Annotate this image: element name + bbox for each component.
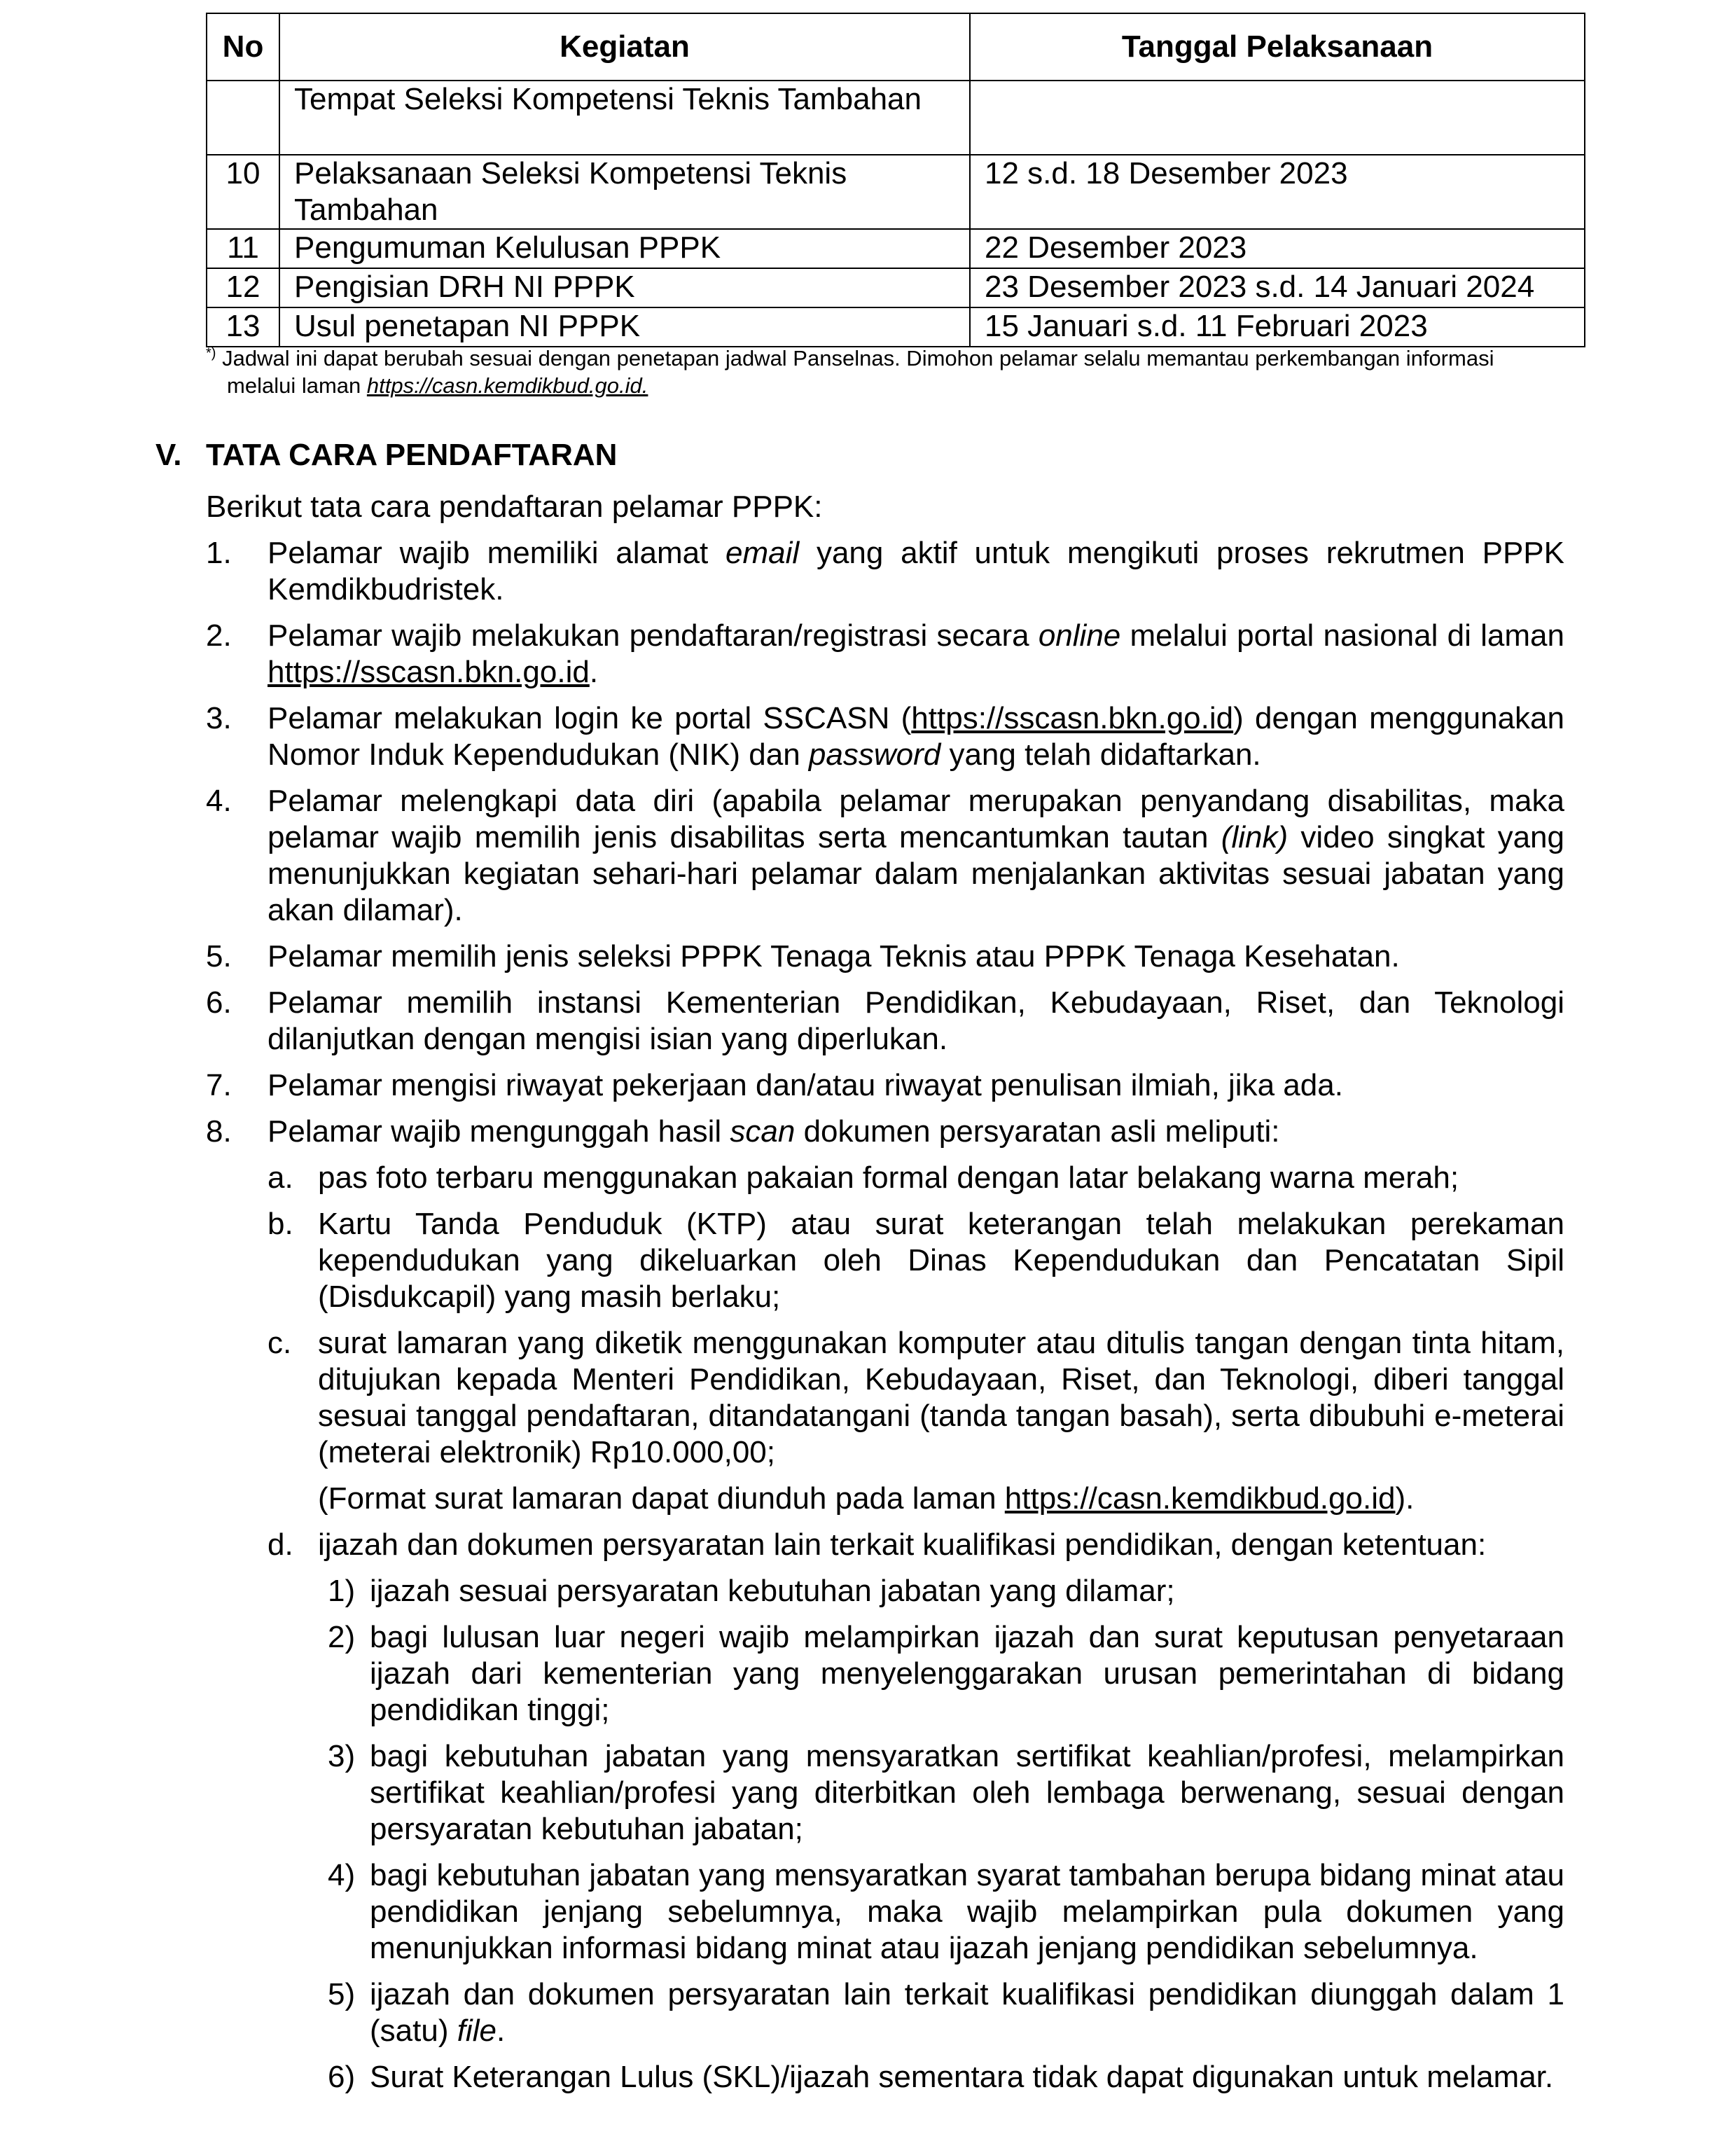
- item-number: 7.: [206, 1068, 232, 1102]
- sub-number: c.: [268, 1326, 292, 1360]
- nested-text: [370, 1976, 1564, 2049]
- italic-run: scan: [730, 1114, 796, 1149]
- table-row: [207, 81, 1585, 155]
- section-body: [206, 489, 1564, 2105]
- sub-text: ijazah dan dokumen persyaratan lain terkait kualifikasi pendidikan, dengan ketentuan:: [318, 1527, 1487, 1562]
- list-item: [206, 1114, 1564, 1150]
- nested-item: [328, 1619, 1564, 1728]
- row-tanggal: [970, 81, 1585, 155]
- table-row: [207, 155, 1585, 229]
- sub-text: Kartu Tanda Penduduk (KTP) atau surat keterangan telah melakukan perekaman kependudukan yang dikeluarkan oleh Dinas Kependudukan dan Pencatatan Sipil (Disdukcapil) yang masih berlaku;: [318, 1207, 1564, 1314]
- row-tanggal: 23 Desember 2023 s.d. 14 Januari 2024: [970, 268, 1585, 307]
- item-number: 1.: [206, 536, 232, 570]
- nested-number: 4): [328, 1858, 356, 1892]
- item-number: 5.: [206, 939, 232, 974]
- footnote-link[interactable]: https://casn.kemdikbud.go.id.: [366, 373, 648, 398]
- sublist-note: [268, 1481, 1564, 1517]
- text-run: melalui portal nasional di laman: [1120, 618, 1564, 653]
- row-no: [207, 81, 279, 155]
- schedule-table: [206, 13, 1585, 347]
- text-run: .: [589, 655, 599, 689]
- text-run: Pelamar wajib mengunggah hasil: [268, 1114, 730, 1149]
- sub-number: b.: [268, 1207, 293, 1241]
- list-item: [206, 618, 1564, 691]
- text-run: ) dengan menggunakan Nomor Induk Kependudukan (NIK) dan: [268, 701, 1564, 772]
- row-kegiatan: Pelaksanaan Seleksi Kompetensi Teknis Tambahan: [279, 155, 970, 229]
- row-tanggal: 15 Januari s.d. 11 Februari 2023: [970, 307, 1585, 347]
- list-item: [206, 783, 1564, 929]
- sub-number: d.: [268, 1527, 293, 1562]
- nested-number: 5): [328, 1977, 356, 2011]
- list-item: [206, 938, 1564, 975]
- sscasn-link[interactable]: https://sscasn.bkn.go.id: [268, 655, 590, 689]
- item-text: Pelamar mengisi riwayat pekerjaan dan/atau riwayat penulisan ilmiah, jika ada.: [268, 1068, 1343, 1102]
- footnote-text: melalui laman: [227, 373, 367, 398]
- row-tanggal: 22 Desember 2023: [970, 229, 1585, 268]
- item-number: 6.: [206, 985, 232, 1020]
- list-item: [206, 700, 1564, 773]
- text-run: Pelamar melengkapi data diri (apabila pelamar merupakan penyandang disabilitas, maka pelamar wajib memilih jenis disabilitas serta mencantumkan tautan: [268, 784, 1564, 854]
- sublist-item: [268, 1160, 1564, 1196]
- sub-note-text: [318, 1481, 1564, 1517]
- item-number: 4.: [206, 784, 232, 818]
- row-no: 12: [207, 268, 279, 307]
- text-run: ).: [1395, 1481, 1415, 1516]
- sscasn-link[interactable]: https://sscasn.bkn.go.id: [911, 701, 1234, 735]
- nested-number: 3): [328, 1739, 356, 1773]
- row-kegiatan: Usul penetapan NI PPPK: [279, 307, 970, 347]
- sublist-item: [268, 1325, 1564, 1471]
- header-no: No: [207, 13, 279, 81]
- footnote-line-1: [206, 345, 1578, 372]
- sub-spacer: [268, 1481, 318, 1517]
- row-no: 10: [207, 155, 279, 229]
- italic-run: online: [1038, 618, 1121, 653]
- text-run: yang aktif untuk mengikuti proses rekrutmen PPPK Kemdikbudristek.: [268, 536, 1564, 607]
- italic-run: (link): [1221, 820, 1289, 854]
- nested-number: 6): [328, 2060, 356, 2094]
- item-number: 2.: [206, 618, 232, 653]
- item-text: [268, 700, 1564, 773]
- nested-item: [328, 2059, 1564, 2095]
- sublist-item: [268, 1527, 1564, 1563]
- casn-link[interactable]: https://casn.kemdikbud.go.id: [1004, 1481, 1396, 1516]
- footnote-line-2: [206, 372, 1578, 399]
- nested-text: ijazah sesuai persyaratan kebutuhan jabatan yang dilamar;: [370, 1574, 1175, 1608]
- text-run: Pelamar melakukan login ke portal SSCASN (: [268, 701, 912, 735]
- nested-item: [328, 1976, 1564, 2049]
- text-run: video singkat yang menunjukkan kegiatan sehari-hari pelamar dalam menjalankan aktivitas sesuai jabatan yang akan dilamar).: [268, 820, 1565, 927]
- section-number: V.: [155, 438, 182, 472]
- sub-number: a.: [268, 1160, 293, 1195]
- text-run: ijazah dan dokumen persyaratan lain terkait kualifikasi pendidikan diunggah dalam 1 (satu): [370, 1977, 1564, 2048]
- header-kegiatan: Kegiatan: [279, 13, 970, 81]
- item-text: [268, 535, 1564, 608]
- row-tanggal: 12 s.d. 18 Desember 2023: [970, 155, 1585, 229]
- italic-run: email: [725, 536, 800, 570]
- item-text: [268, 783, 1564, 929]
- nested-text: bagi lulusan luar negeri wajib melampirkan ijazah dan surat keputusan penyetaraan ijazah dari kementerian yang menyelenggarakan urusan pemerintahan di bidang pendidikan tinggi;: [370, 1620, 1564, 1727]
- nested-number: 1): [328, 1574, 356, 1608]
- nested-item: [328, 1573, 1564, 1609]
- nested-item: [328, 1857, 1564, 1967]
- row-no: 11: [207, 229, 279, 268]
- list-item: [206, 985, 1564, 1058]
- row-kegiatan: Pengumuman Kelulusan PPPK: [279, 229, 970, 268]
- table-row: [207, 268, 1585, 307]
- nested-item: [328, 1738, 1564, 1848]
- table-row: [207, 307, 1585, 347]
- item-number: 3.: [206, 701, 232, 735]
- row-kegiatan: Tempat Seleksi Kompetensi Teknis Tambahan: [279, 81, 970, 155]
- text-run: (Format surat lamaran dapat diunduh pada laman: [318, 1481, 1005, 1516]
- sublist-item: [268, 1206, 1564, 1315]
- text-run: Pelamar wajib memiliki alamat: [268, 536, 726, 570]
- footnote-mark: *): [206, 345, 216, 361]
- section-heading: [155, 437, 617, 473]
- table-footnote: [206, 345, 1578, 399]
- footnote-text: Jadwal ini dapat berubah sesuai dengan penetapan jadwal Panselnas. Dimohon pelamar selalu memantau perkembangan informasi: [222, 346, 1494, 370]
- header-tanggal: Tanggal Pelaksanaan: [970, 13, 1585, 81]
- nested-text: bagi kebutuhan jabatan yang mensyaratkan sertifikat keahlian/profesi, melampirkan sertifikat keahlian/profesi yang diterbitkan oleh lembaga berwenang, sesuai dengan persyaratan kebutuhan jabatan;: [370, 1739, 1564, 1846]
- sub-text: pas foto terbaru menggunakan pakaian formal dengan latar belakang warna merah;: [318, 1160, 1459, 1195]
- list-item: [206, 535, 1564, 608]
- sub-text: surat lamaran yang diketik menggunakan komputer atau ditulis tangan dengan tinta hitam, ditujukan kepada Menteri Pendidikan, Kebudayaan, Riset, dan Teknologi, diberi tanggal sesuai tanggal pendaftaran, ditandatangani (tanda tangan basah), serta dibubuhi e-meterai (meterai elektronik) Rp10.000,00;: [318, 1326, 1564, 1469]
- item-number: 8.: [206, 1114, 232, 1149]
- item-text: Pelamar memilih jenis seleksi PPPK Tenaga Teknis atau PPPK Tenaga Kesehatan.: [268, 939, 1400, 974]
- item-text: [268, 1114, 1564, 1150]
- row-kegiatan: Pengisian DRH NI PPPK: [279, 268, 970, 307]
- list-item: [206, 1067, 1564, 1104]
- nested-text: bagi kebutuhan jabatan yang mensyaratkan syarat tambahan berupa bidang minat atau pendidikan jenjang sebelumnya, maka wajib melampirkan pula dokumen yang menunjukkan informasi bidang minat atau ijazah jenjang pendidikan sebelumnya.: [370, 1858, 1564, 1965]
- item-text: Pelamar memilih instansi Kementerian Pendidikan, Kebudayaan, Riset, dan Teknologi dilanjutkan dengan mengisi isian yang diperlukan.: [268, 985, 1564, 1056]
- italic-run: file: [457, 2014, 497, 2048]
- text-run: yang telah didaftarkan.: [940, 737, 1261, 772]
- table-header-row: [207, 13, 1585, 81]
- nested-number: 2): [328, 1620, 356, 1654]
- text-run: .: [496, 2014, 506, 2048]
- table-row: [207, 229, 1585, 268]
- italic-run: password: [808, 737, 941, 772]
- item-text: [268, 618, 1564, 691]
- sublist: [206, 1160, 1564, 2095]
- section-title: TATA CARA PENDAFTARAN: [206, 438, 618, 472]
- nested-text: Surat Keterangan Lulus (SKL)/ijazah sementara tidak dapat digunakan untuk melamar.: [370, 2060, 1554, 2094]
- text-run: Pelamar wajib melakukan pendaftaran/registrasi secara: [268, 618, 1039, 653]
- text-run: dokumen persyaratan asli meliputi:: [795, 1114, 1280, 1149]
- section-intro: Berikut tata cara pendaftaran pelamar PPPK:: [206, 490, 823, 524]
- row-no: 13: [207, 307, 279, 347]
- nested-sublist: [268, 1573, 1564, 2095]
